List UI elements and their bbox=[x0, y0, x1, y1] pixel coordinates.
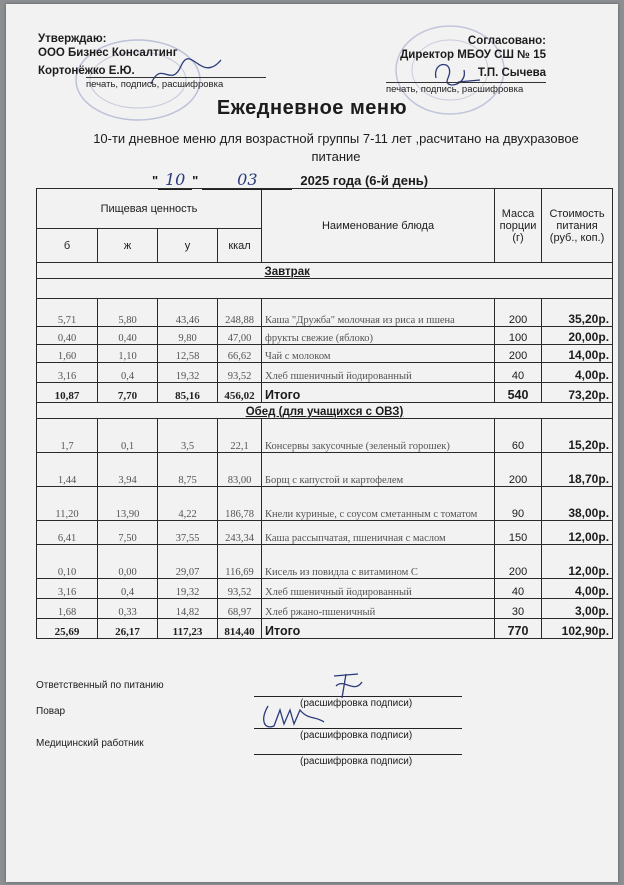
cell-b: 0,10 bbox=[37, 545, 98, 579]
cell-u: 3,5 bbox=[158, 419, 218, 453]
cell-zh: 0,4 bbox=[98, 579, 158, 599]
table-row bbox=[37, 363, 613, 383]
cell-cost: 15,20р. bbox=[542, 419, 613, 453]
total-u: 85,16 bbox=[158, 383, 218, 403]
cell-mass: 200 bbox=[495, 299, 542, 327]
cell-b: 1,7 bbox=[37, 419, 98, 453]
cell-cost: 3,00р. bbox=[542, 599, 613, 619]
cell-b: 0,40 bbox=[37, 327, 98, 345]
cell-cost: 12,00р. bbox=[542, 521, 613, 545]
cell-mass: 40 bbox=[495, 579, 542, 599]
agreed-position: Директор МБОУ СШ № 15 bbox=[400, 49, 546, 61]
total-b: 10,87 bbox=[37, 383, 98, 403]
cell-dish: Борщ с капустой и картофелем bbox=[262, 453, 495, 487]
date-year: 2025 года (6-й день) bbox=[300, 173, 429, 188]
table-row bbox=[37, 521, 613, 545]
breakfast-rows bbox=[37, 299, 613, 383]
agreed-person: Т.П. Сычева bbox=[477, 67, 546, 79]
cell-u: 19,32 bbox=[158, 579, 218, 599]
cell-kcal: 66,62 bbox=[218, 345, 262, 363]
header-zh: ж bbox=[98, 229, 158, 263]
cell-zh: 13,90 bbox=[98, 487, 158, 521]
table-row bbox=[37, 579, 613, 599]
sig-medic-caption: (расшифровка подписи) bbox=[300, 756, 413, 767]
section-lunch: Обед (для учащихся с ОВЗ) bbox=[37, 403, 613, 419]
date-day: 10 bbox=[158, 170, 192, 190]
cell-zh: 0,33 bbox=[98, 599, 158, 619]
cell-mass: 40 bbox=[495, 363, 542, 383]
section-breakfast: Завтрак bbox=[262, 263, 613, 279]
approved-org: ООО Бизнес Консалтинг bbox=[38, 47, 178, 59]
cell-b: 1,60 bbox=[37, 345, 98, 363]
sig-responsible-caption: (расшифровка подписи) bbox=[300, 698, 413, 709]
agreed-caption: печать, подпись, расшифровка bbox=[386, 82, 546, 95]
cell-mass: 30 bbox=[495, 599, 542, 619]
signature-cook-icon bbox=[258, 700, 328, 734]
cell-mass: 150 bbox=[495, 521, 542, 545]
cell-zh: 0,1 bbox=[98, 419, 158, 453]
cell-u: 29,07 bbox=[158, 545, 218, 579]
approved-label: Утверждаю: bbox=[38, 33, 107, 45]
cell-kcal: 93,52 bbox=[218, 579, 262, 599]
page-subtitle: 10-ти дневное меню для возрастной группы 7-11 лет ,расчитано на двухразовое питание bbox=[93, 131, 579, 164]
cell-cost: 18,70р. bbox=[542, 453, 613, 487]
cell-kcal: 116,69 bbox=[218, 545, 262, 579]
cell-dish: Хлеб пшеничный йодированный bbox=[262, 363, 495, 383]
total-b: 25,69 bbox=[37, 619, 98, 639]
sig-responsible-label: Ответственный по питанию bbox=[36, 680, 164, 691]
cell-mass: 90 bbox=[495, 487, 542, 521]
agreed-block bbox=[326, 34, 546, 80]
cell-cost: 38,00р. bbox=[542, 487, 613, 521]
menu-document bbox=[6, 4, 618, 882]
cell-kcal: 68,97 bbox=[218, 599, 262, 619]
table-row bbox=[37, 327, 613, 345]
cell-cost: 4,00р. bbox=[542, 579, 613, 599]
cell-kcal: 243,34 bbox=[218, 521, 262, 545]
date-line bbox=[152, 170, 428, 190]
cell-zh: 0,4 bbox=[98, 363, 158, 383]
sig-medic-label: Медицинский работник bbox=[36, 738, 144, 749]
cell-kcal: 47,00 bbox=[218, 327, 262, 345]
cell-u: 14,82 bbox=[158, 599, 218, 619]
sig-medic-line bbox=[254, 754, 462, 755]
total-cost: 102,90р. bbox=[542, 619, 613, 639]
header-mass: Масса порции (г) bbox=[495, 189, 542, 263]
cell-b: 5,71 bbox=[37, 299, 98, 327]
header-cost: Стоимость питания (руб., коп.) bbox=[542, 189, 613, 263]
cell-kcal: 248,88 bbox=[218, 299, 262, 327]
approved-person: Кортонёжко Е.Ю. bbox=[38, 65, 135, 77]
cell-dish: Кнели куриные, с соусом сметанным с томатом bbox=[262, 487, 495, 521]
signature-responsible-icon bbox=[328, 668, 368, 702]
cell-cost: 20,00р. bbox=[542, 327, 613, 345]
cell-zh: 7,50 bbox=[98, 521, 158, 545]
cell-b: 1,44 bbox=[37, 453, 98, 487]
total-cost: 73,20р. bbox=[542, 383, 613, 403]
date-month: 03 bbox=[202, 170, 292, 190]
approved-block bbox=[38, 32, 278, 78]
table-row bbox=[37, 419, 613, 453]
header-u: у bbox=[158, 229, 218, 263]
cell-zh: 0,00 bbox=[98, 545, 158, 579]
cell-dish: Хлеб ржано-пшеничный bbox=[262, 599, 495, 619]
sig-cook-label: Повар bbox=[36, 706, 66, 717]
cell-b: 3,16 bbox=[37, 579, 98, 599]
cell-mass: 200 bbox=[495, 453, 542, 487]
cell-b: 11,20 bbox=[37, 487, 98, 521]
cell-zh: 1,10 bbox=[98, 345, 158, 363]
cell-kcal: 93,52 bbox=[218, 363, 262, 383]
header-b: б bbox=[37, 229, 98, 263]
sig-cook-caption: (расшифровка подписи) bbox=[300, 730, 413, 741]
cell-kcal: 83,00 bbox=[218, 453, 262, 487]
table-row bbox=[37, 299, 613, 327]
cell-dish: Чай с молоком bbox=[262, 345, 495, 363]
cell-b: 1,68 bbox=[37, 599, 98, 619]
cell-u: 4,22 bbox=[158, 487, 218, 521]
total-kcal: 814,40 bbox=[218, 619, 262, 639]
breakfast-total-row bbox=[37, 383, 613, 403]
cell-dish: Кисель из повидла с витамином С bbox=[262, 545, 495, 579]
cell-mass: 200 bbox=[495, 545, 542, 579]
cell-b: 3,16 bbox=[37, 363, 98, 383]
header-kcal: ккал bbox=[218, 229, 262, 263]
total-zh: 26,17 bbox=[98, 619, 158, 639]
page-title: Ежедневное меню bbox=[216, 97, 408, 119]
cell-dish: Хлеб пшеничный йодированный bbox=[262, 579, 495, 599]
cell-mass: 200 bbox=[495, 345, 542, 363]
cell-cost: 35,20р. bbox=[542, 299, 613, 327]
cell-dish: Консервы закусочные (зеленый горошек) bbox=[262, 419, 495, 453]
cell-dish: фрукты свежие (яблоко) bbox=[262, 327, 495, 345]
table-row bbox=[37, 545, 613, 579]
date-close-quote: " bbox=[192, 173, 199, 188]
table-row bbox=[37, 599, 613, 619]
cell-cost: 14,00р. bbox=[542, 345, 613, 363]
table-row bbox=[37, 345, 613, 363]
cell-zh: 5,80 bbox=[98, 299, 158, 327]
header-nutrition: Пищевая ценность bbox=[37, 189, 262, 229]
approved-caption: печать, подпись, расшифровка bbox=[86, 77, 266, 90]
cell-zh: 0,40 bbox=[98, 327, 158, 345]
cell-mass: 100 bbox=[495, 327, 542, 345]
total-mass: 770 bbox=[495, 619, 542, 639]
total-label: Итого bbox=[262, 619, 495, 639]
table-row bbox=[37, 453, 613, 487]
cell-cost: 12,00р. bbox=[542, 545, 613, 579]
cell-u: 12,58 bbox=[158, 345, 218, 363]
cell-zh: 3,94 bbox=[98, 453, 158, 487]
lunch-total-row bbox=[37, 619, 613, 639]
cell-u: 43,46 bbox=[158, 299, 218, 327]
cell-u: 8,75 bbox=[158, 453, 218, 487]
cell-kcal: 22,1 bbox=[218, 419, 262, 453]
lunch-rows bbox=[37, 419, 613, 619]
cell-cost: 4,00р. bbox=[542, 363, 613, 383]
cell-kcal: 186,78 bbox=[218, 487, 262, 521]
cell-u: 19,32 bbox=[158, 363, 218, 383]
total-u: 117,23 bbox=[158, 619, 218, 639]
date-open-quote: " bbox=[152, 173, 159, 188]
total-kcal: 456,02 bbox=[218, 383, 262, 403]
cell-dish: Каша рассыпчатая, пшеничная с маслом bbox=[262, 521, 495, 545]
agreed-label: Согласовано: bbox=[467, 35, 546, 47]
menu-table bbox=[36, 188, 613, 639]
cell-u: 9,80 bbox=[158, 327, 218, 345]
cell-mass: 60 bbox=[495, 419, 542, 453]
cell-b: 6,41 bbox=[37, 521, 98, 545]
cell-u: 37,55 bbox=[158, 521, 218, 545]
cell-dish: Каша "Дружба" молочная из риса и пшена bbox=[262, 299, 495, 327]
header-dish: Наименование блюда bbox=[262, 189, 495, 263]
total-label: Итого bbox=[262, 383, 495, 403]
table-row bbox=[37, 487, 613, 521]
total-mass: 540 bbox=[495, 383, 542, 403]
total-zh: 7,70 bbox=[98, 383, 158, 403]
